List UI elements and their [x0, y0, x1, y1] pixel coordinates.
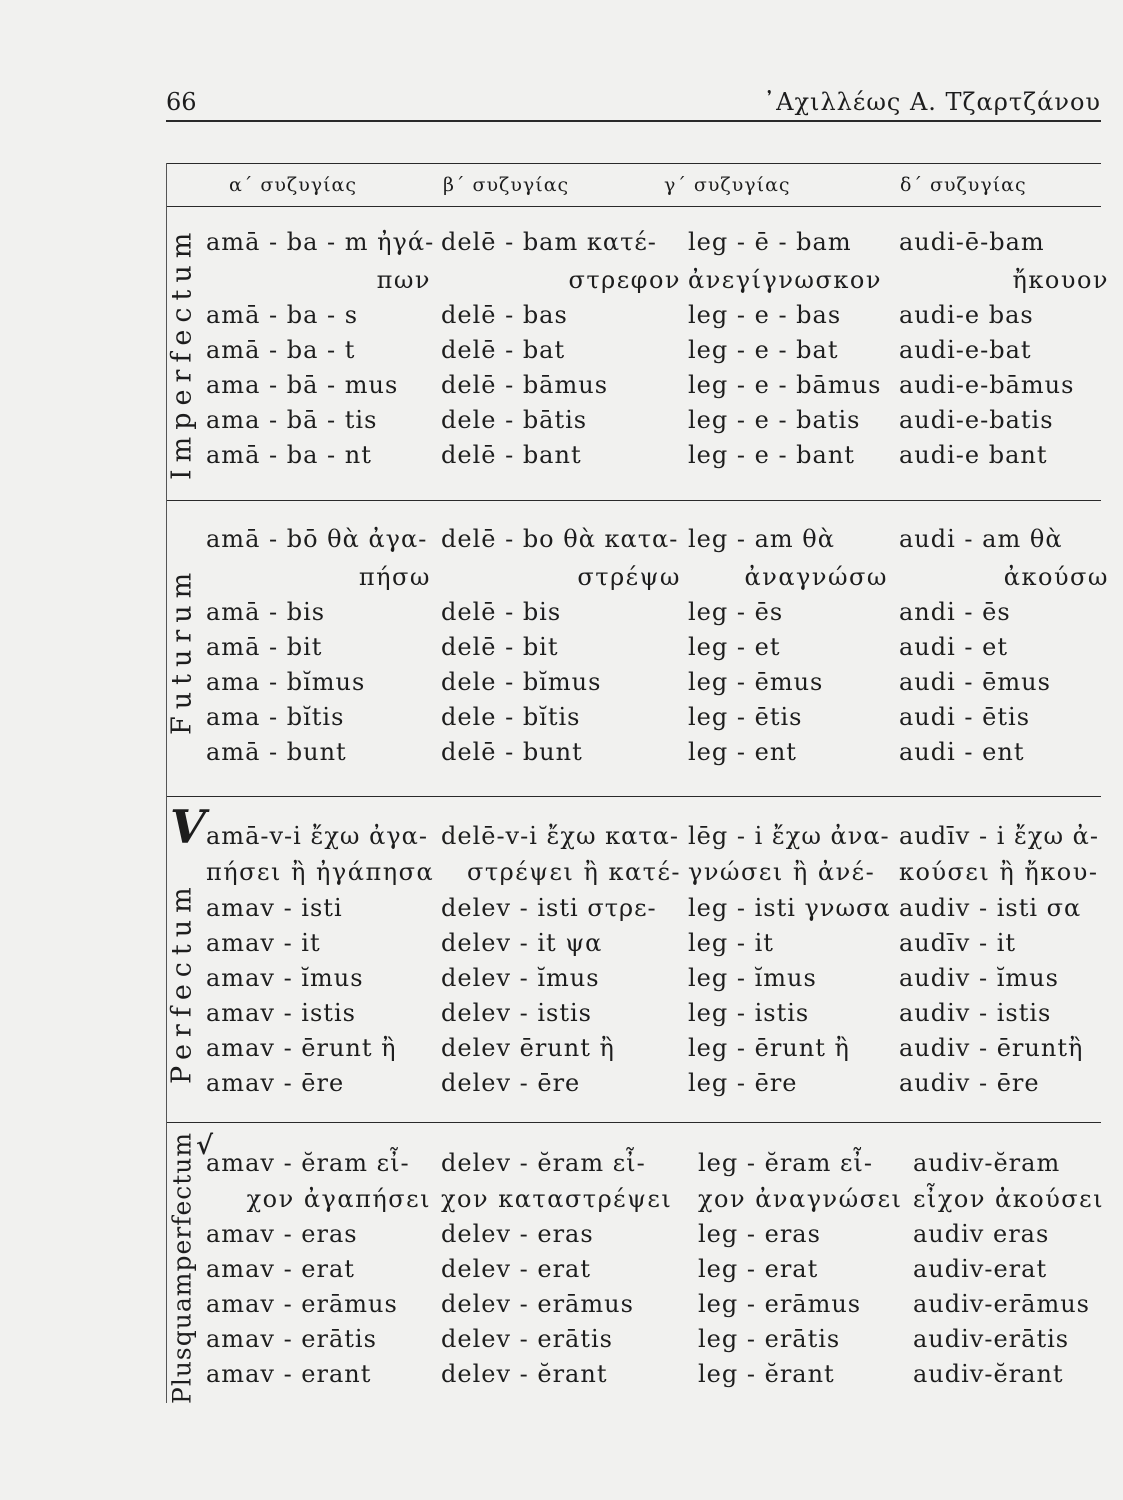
- conj-1-form: amā - ba - t: [206, 336, 356, 364]
- conj-1-form: χον ἀγαπήσει: [246, 1185, 431, 1213]
- conj-3-form: leg - erāmus: [698, 1290, 862, 1318]
- conj-2-form: delev - ĭmus: [441, 964, 600, 992]
- conj-3-form: leg - ĕram εἶ-: [698, 1149, 873, 1177]
- check-mark-icon: V: [170, 800, 206, 854]
- running-head: ᾿Αχιλλέως Α. Τζαρτζάνου: [763, 88, 1101, 116]
- conj-4-form: audi-ē-bam: [899, 228, 1045, 256]
- conj-3-form: leg - ērunt ἢ: [688, 1034, 850, 1062]
- conj-2-form: delev - erat: [441, 1255, 591, 1283]
- table-row: [206, 999, 1106, 1034]
- conj-3-form: leg - erat: [698, 1255, 819, 1283]
- conj-3-form: leg - e - batis: [688, 406, 861, 434]
- check-mark-icon: √: [196, 1131, 214, 1161]
- table-row: [206, 1290, 1106, 1325]
- conj-2-form: delē - bunt: [441, 738, 583, 766]
- page-header: [166, 86, 1101, 122]
- conj-1-form: amav - erātis: [206, 1325, 377, 1353]
- section-perfectum: [166, 800, 1106, 1102]
- conj-1-form: amā - ba - nt: [206, 441, 372, 469]
- conj-1-form: ama - bā - mus: [206, 371, 399, 399]
- conj-3-form: leg - e - bāmus: [688, 371, 882, 399]
- table-row: [206, 266, 1109, 301]
- conj-2-form: delē - bam κατέ-: [441, 228, 657, 256]
- conj-4-form: audiv-erātis: [913, 1325, 1070, 1353]
- conj-2-form: στρεφον: [568, 266, 681, 294]
- conj-1-form: amā - bō θὰ ἀγα-: [206, 525, 428, 553]
- table-row: [206, 858, 1106, 893]
- conj-2-form: delev - eras: [441, 1220, 594, 1248]
- conj-1-form: amav - istis: [206, 999, 356, 1027]
- column-header-rule: [166, 206, 1101, 207]
- conj-3-form: leg - istis: [688, 999, 810, 1027]
- conj-2-form: delev - ĕram εἶ-: [441, 1149, 646, 1177]
- conj-3-form: leg - ĭmus: [688, 964, 817, 992]
- column-header-3: γ΄ συζυγίας: [664, 174, 791, 196]
- conj-2-form: delē - bat: [441, 336, 566, 364]
- tense-label: Futurum: [166, 565, 198, 735]
- conj-3-form: χον ἀναγνώσει: [698, 1185, 903, 1213]
- conj-4-form: audi - ent: [899, 738, 1025, 766]
- table-row: [206, 1360, 1106, 1395]
- tense-label: Imperfectum: [166, 225, 198, 481]
- conj-1-form: amav - ērunt ἢ: [206, 1034, 397, 1062]
- conj-1-form: πων: [376, 266, 431, 294]
- conj-4-form: εἶχον ἀκούσει: [913, 1185, 1105, 1213]
- conj-2-form: delev - ĕrant: [441, 1360, 608, 1388]
- table-row: [206, 822, 1106, 857]
- conj-1-form: amav - isti: [206, 894, 343, 922]
- conj-1-form: amā - ba - m ἠγά-: [206, 228, 435, 256]
- conj-3-form: leg - ētis: [688, 703, 803, 731]
- conj-4-form: audi-e-batis: [899, 406, 1054, 434]
- conj-1-form: ama - bā - tis: [206, 406, 378, 434]
- conj-3-form: lēg - i ἔχω ἀνα-: [688, 822, 890, 850]
- table-row: [206, 1325, 1106, 1360]
- conj-4-form: audi-e bant: [899, 441, 1048, 469]
- conj-3-form: leg - it: [688, 929, 774, 957]
- conj-2-form: στρέψει ἢ κατέ-: [466, 858, 681, 886]
- conj-4-form: audi - et: [899, 633, 1009, 661]
- table-row: [206, 668, 1106, 703]
- conj-2-form: delē - bis: [441, 598, 562, 626]
- conj-4-form: audi-e bas: [899, 301, 1034, 329]
- section-divider: [166, 500, 1101, 501]
- conj-4-form: audiv - ēre: [899, 1069, 1040, 1097]
- conj-2-form: delē - bant: [441, 441, 582, 469]
- conj-2-form: delē - bo θὰ κατα-: [441, 525, 679, 553]
- table-row: [206, 371, 1106, 406]
- conj-2-form: delē-v-i ἔχω κατα-: [441, 822, 679, 850]
- conj-1-form: amā - ba - s: [206, 301, 359, 329]
- conj-2-form: dele - bātis: [441, 406, 588, 434]
- conj-4-form: ἀκούσω: [1003, 563, 1109, 591]
- conj-3-form: leg - e - bant: [688, 441, 855, 469]
- section-futurum: [166, 525, 1109, 775]
- conj-4-form: audīv - i ἔχω ἀ-: [899, 822, 1099, 850]
- conj-4-form: audiv-erāmus: [913, 1290, 1090, 1318]
- conj-1-form: amā - bis: [206, 598, 326, 626]
- conj-4-form: audi-e-bāmus: [899, 371, 1075, 399]
- conj-3-form: leg - ē - bam: [688, 228, 852, 256]
- conj-3-form: leg - et: [688, 633, 781, 661]
- conj-1-form: amav - erant: [206, 1360, 372, 1388]
- table-row: [206, 336, 1106, 371]
- table-row: [206, 703, 1106, 738]
- conj-4-form: audiv - ēruntἢ: [899, 1034, 1084, 1062]
- section-imperfectum: [166, 225, 1109, 481]
- conj-3-form: leg - ent: [688, 738, 797, 766]
- table-row: [206, 633, 1106, 668]
- table-row: [206, 598, 1106, 633]
- conj-4-form: andi - ēs: [899, 598, 1011, 626]
- section-divider: [166, 796, 1101, 797]
- conj-2-form: delē - bit: [441, 633, 559, 661]
- conj-3-form: leg - ēmus: [688, 668, 824, 696]
- conj-2-form: dele - bĭtis: [441, 703, 581, 731]
- conj-4-form: audi - ēmus: [899, 668, 1051, 696]
- table-top-rule: [166, 163, 1101, 164]
- conj-3-form: leg - ĕrant: [698, 1360, 835, 1388]
- table-row: [206, 525, 1106, 560]
- conj-4-form: audiv - isti σα: [899, 894, 1082, 922]
- conj-4-form: audiv - ĭmus: [899, 964, 1059, 992]
- conj-3-form: ἀνεγίγνωσκον: [688, 266, 882, 294]
- conj-1-form: amā - bit: [206, 633, 323, 661]
- table-row: [206, 1034, 1106, 1069]
- conj-1-form: ama - bĭtis: [206, 703, 345, 731]
- conj-2-form: delev - it ψα: [441, 929, 603, 957]
- table-row: [206, 1255, 1106, 1290]
- conj-2-form: delev - istis: [441, 999, 592, 1027]
- conj-1-form: amā-v-i ἔχω ἀγα-: [206, 822, 428, 850]
- conj-2-form: delev - isti στρε-: [441, 894, 657, 922]
- conj-4-form: audiv - istis: [899, 999, 1052, 1027]
- conj-1-form: πήσει ἢ ἠγάπησα: [206, 858, 435, 886]
- conj-3-form: leg - isti γνωσα: [688, 894, 891, 922]
- conj-4-form: audiv-erat: [913, 1255, 1048, 1283]
- conj-2-form: delev ērunt ἢ: [441, 1034, 615, 1062]
- conj-3-form: ἀναγνώσω: [744, 563, 888, 591]
- table-row: [206, 563, 1109, 598]
- conj-3-form: γνώσει ἢ ἀνέ-: [688, 858, 876, 886]
- table-row: [206, 228, 1106, 263]
- conj-2-form: χον καταστρέψει: [441, 1185, 673, 1213]
- conj-2-form: delē - bāmus: [441, 371, 609, 399]
- conj-1-form: πήσω: [358, 563, 431, 591]
- conj-3-form: leg - am θὰ: [688, 525, 835, 553]
- conj-4-form: audiv-ĕram: [913, 1149, 1061, 1177]
- table-row: [206, 1069, 1106, 1104]
- conj-3-form: leg - erātis: [698, 1325, 841, 1353]
- table-row: [206, 1185, 1106, 1220]
- conj-2-form: delē - bas: [441, 301, 568, 329]
- conj-1-form: amav - erat: [206, 1255, 355, 1283]
- table-row: [206, 929, 1106, 964]
- conj-4-form: ἤκουον: [1012, 266, 1109, 294]
- table-row: [206, 738, 1106, 773]
- conj-4-form: audīv - it: [899, 929, 1017, 957]
- conj-3-form: leg - eras: [698, 1220, 821, 1248]
- column-header-4: δ΄ συζυγίας: [900, 174, 1027, 196]
- conj-2-form: dele - bĭmus: [441, 668, 602, 696]
- conj-1-form: amav - it: [206, 929, 321, 957]
- conj-1-form: amav - ĭmus: [206, 964, 364, 992]
- section-plusquamperfectum: [166, 1131, 1106, 1405]
- table-row: [206, 441, 1106, 476]
- conj-3-form: leg - e - bat: [688, 336, 839, 364]
- table-row: [206, 894, 1106, 929]
- column-header-1: α΄ συζυγίας: [229, 174, 358, 196]
- conj-4-form: audi - ētis: [899, 703, 1031, 731]
- conj-2-form: delev - erāmus: [441, 1290, 634, 1318]
- column-header-2: β΄ συζυγίας: [443, 174, 570, 196]
- conj-3-form: leg - ēs: [688, 598, 784, 626]
- conj-1-form: amā - bunt: [206, 738, 347, 766]
- conj-2-form: delev - ēre: [441, 1069, 581, 1097]
- section-divider: [166, 1122, 1101, 1123]
- conj-3-form: leg - ēre: [688, 1069, 798, 1097]
- table-row: [206, 1220, 1106, 1255]
- conj-1-form: amav - ēre: [206, 1069, 345, 1097]
- conj-4-form: κούσει ἢ ἤκου-: [899, 858, 1099, 886]
- tense-label: Perfectum: [166, 880, 198, 1084]
- page-number: 66: [166, 88, 197, 116]
- table-row: [206, 964, 1106, 999]
- conj-2-form: delev - erātis: [441, 1325, 613, 1353]
- conj-3-form: leg - e - bas: [688, 301, 842, 329]
- conj-1-form: amav - ĕram εἶ-: [206, 1149, 410, 1177]
- table-row: [206, 301, 1106, 336]
- table-row: [206, 406, 1106, 441]
- conj-1-form: ama - bĭmus: [206, 668, 366, 696]
- conj-2-form: στρέψω: [577, 563, 681, 591]
- conj-4-form: audi - am θὰ: [899, 525, 1063, 553]
- tense-label: Plusquamperfectum: [167, 1131, 197, 1405]
- conj-1-form: amav - eras: [206, 1220, 358, 1248]
- conj-1-form: amav - erāmus: [206, 1290, 398, 1318]
- conj-4-form: audiv-ĕrant: [913, 1360, 1064, 1388]
- conj-4-form: audi-e-bat: [899, 336, 1032, 364]
- table-row: [206, 1149, 1106, 1184]
- conj-4-form: audiv eras: [913, 1220, 1050, 1248]
